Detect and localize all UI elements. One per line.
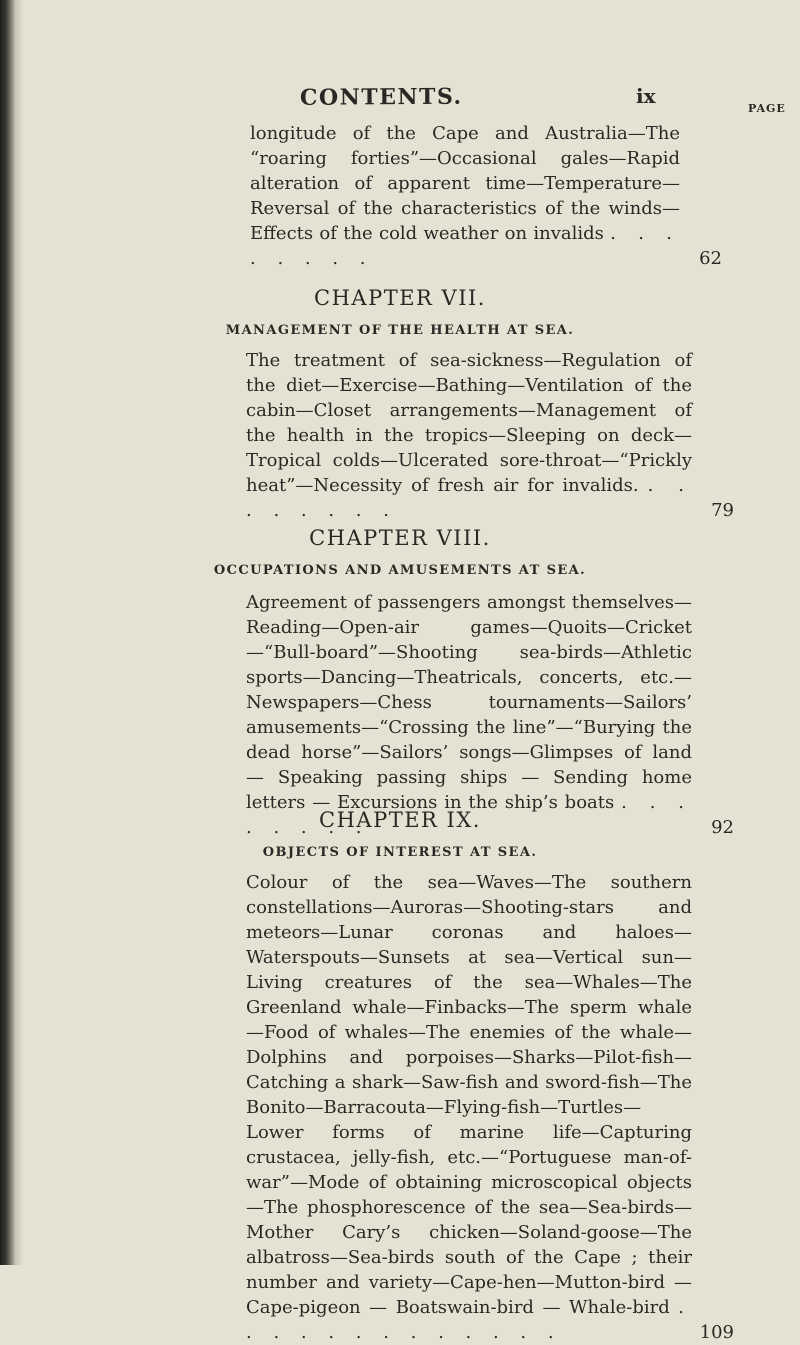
entry-page-number: 92 (711, 817, 734, 839)
chapter-viii-subtitle: OCCUPATIONS AND AMUSEMENTS AT SEA. (213, 563, 587, 578)
contents-entry-chapter-vi-continued (250, 121, 722, 271)
page-column-label: PAGE (748, 102, 786, 115)
entry-text: Agreement of passengers amongst themselves—Reading—Open-air games—Quoits—Cricket—“Bull-board”—Shooting sea-birds—Athletic sports—Dancing—Theatricals, concerts, etc.—Newspapers—Chess tournaments—Sailors’ amusements—“Crossing the line”—“Burying the dead horse”—Sailors’ songs—Glimpses of land — Speaking passing ships — Sending home letters — Excursions in the ship’s boats (246, 592, 692, 814)
chapter-ix-subtitle: OBJECTS OF INTEREST AT SEA. (262, 845, 538, 860)
leader-dots: . . . . . . . . (250, 223, 681, 270)
chapter-vii-subtitle: MANAGEMENT OF THE HEALTH AT SEA. (225, 323, 575, 338)
leader-dots: . . . . . . . . . . . . . (246, 1297, 692, 1344)
contents-entry-chapter-viii (246, 590, 734, 840)
leader-dots: . . . . . . . . (246, 792, 692, 839)
entry-text: Colour of the sea—Waves—The southern constellations—Auroras—Shooting-stars and meteors—Lunar coronas and haloes—Waterspouts—Sunsets at sea—Vertical sun—Living creatures of the sea—Whales—The Greenland whale—Finbacks—The sperm whale—Food of whales—The enemies of the whale—Dolphins and porpoises—Sharks—Pilot-fish—Catching a shark—Saw-fish and sword-fish—The Bonito—Barracouta—Flying-fish—Turtles—Lower forms of marine life—Capturing crustacea, jelly-fish, etc.—“Portuguese man-of-war”—Mode of obtaining microscopical objects—The phosphorescence of the sea—Sea-birds—Mother Cary’s chicken—Soland-goose—The albatross—Sea-birds south of the Cape ; their number and variety—Cape-hen—Mutton-bird — Cape-pigeon — Boatswain-bird — Whale-bird (246, 872, 692, 1319)
entry-page-number: 79 (711, 500, 734, 522)
running-head-title: CONTENTS. (299, 83, 463, 111)
entry-text: The treatment of sea-sickness—Regulation of the diet—Exercise—Bathing—Ventilation of the cabin—Closet arrangements—Management of the health in the tropics—Sleeping on deck—Tropical colds—Ulcerated sore-throat—“Prickly heat”—Necessity of fresh air for invalids. (246, 350, 692, 497)
leader-dots: . . . . . . . . (246, 475, 692, 522)
contents-entry-chapter-vii (246, 348, 734, 523)
chapter-vii-heading: CHAPTER VII. (314, 286, 486, 310)
chapter-ix-heading: CHAPTER IX. (319, 808, 481, 832)
entry-text: longitude of the Cape and Australia—The “roaring forties”—Occasional gales—Rapid alteration of apparent time—Temperature—Reversal of the characteristics of the winds—Effects of the cold weather on invalids (250, 123, 680, 245)
entry-page-number: 62 (699, 248, 722, 270)
page-folio: ix (636, 84, 656, 108)
chapter-viii-heading: CHAPTER VIII. (309, 526, 491, 550)
contents-entry-chapter-ix (246, 870, 734, 1345)
entry-page-number: 109 (699, 1322, 734, 1344)
